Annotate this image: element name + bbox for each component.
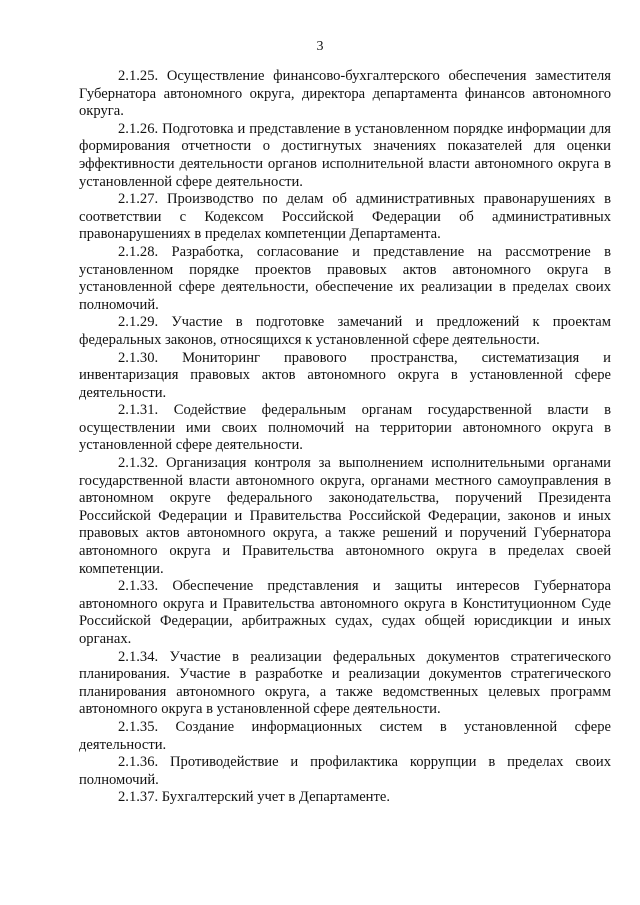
paragraph-2-1-37: 2.1.37. Бухгалтерский учет в Департаменте. bbox=[118, 789, 390, 806]
paragraph-2-1-31: 2.1.31. Содействие федеральным органам государственной власти в осуществлении ими своих полномочий на территории автономного округа в установленной сфере деятельности. bbox=[79, 402, 611, 454]
paragraph-2-1-26: 2.1.26. Подготовка и представление в установленном порядке информации для формирования отчетности о достигнутых значениях показателей для оценки эффективности деятельности органов исполнительной власти автономного округа в установленной сфере деятельности. bbox=[79, 120, 611, 190]
paragraph-2-1-29: 2.1.29. Участие в подготовке замечаний и предложений к проектам федеральных законов, относящихся к установленной сфере деятельности. bbox=[79, 314, 611, 348]
page-number: 3 bbox=[316, 39, 324, 54]
paragraph-2-1-25: 2.1.25. Осуществление финансово-бухгалтерского обеспечения заместителя Губернатора автономного округа, директора департамента финансов автономного округа. bbox=[79, 68, 611, 120]
paragraph-2-1-28: 2.1.28. Разработка, согласование и представление на рассмотрение в установленном порядке проектов правовых актов автономного округа в установленной сфере деятельности, обеспечение их реализации в пределах своих полномочий. bbox=[79, 243, 611, 313]
paragraph-2-1-32: 2.1.32. Организация контроля за выполнением исполнительными органами государственной власти автономного округа, органами местного самоуправления в автономном округе федерального законодательства, поручений Президента Российской Федерации и Правительства Российской Федерации, законов и иных правовых актов автономного округа, а также решений и поручений Губернатора автономного округа и Правительства автономного округа в пределах своей компетенции. bbox=[79, 455, 611, 577]
paragraph-2-1-36: 2.1.36. Противодействие и профилактика коррупции в пределах своих полномочий. bbox=[79, 754, 611, 788]
paragraph-2-1-34: 2.1.34. Участие в реализации федеральных документов стратегического планирования. Участие в разработке и реализации документов стратегического планирования автономного округа, а также ведомственных целевых программ автономного округа в установленной сфере деятельности. bbox=[79, 648, 611, 718]
paragraph-2-1-33: 2.1.33. Обеспечение представления и защиты интересов Губернатора автономного округа и Правительства автономного округа в Конституционном Суде Российской Федерации, арбитражных судах, судах общей юрисдикции и иных органах. bbox=[79, 578, 611, 647]
paragraph-2-1-27: 2.1.27. Производство по делам об административных правонарушениях в соответствии с Кодексом Российской Федерации об административных правонарушениях в пределах компетенции Департамента. bbox=[79, 191, 611, 243]
document-body bbox=[79, 68, 611, 807]
paragraph-2-1-35: 2.1.35. Создание информационных систем в установленной сфере деятельности. bbox=[79, 718, 611, 753]
paragraph-2-1-30: 2.1.30. Мониторинг правового пространства, систематизация и инвентаризация правовых актов автономного округа в установленной сфере деятельности. bbox=[79, 349, 611, 401]
